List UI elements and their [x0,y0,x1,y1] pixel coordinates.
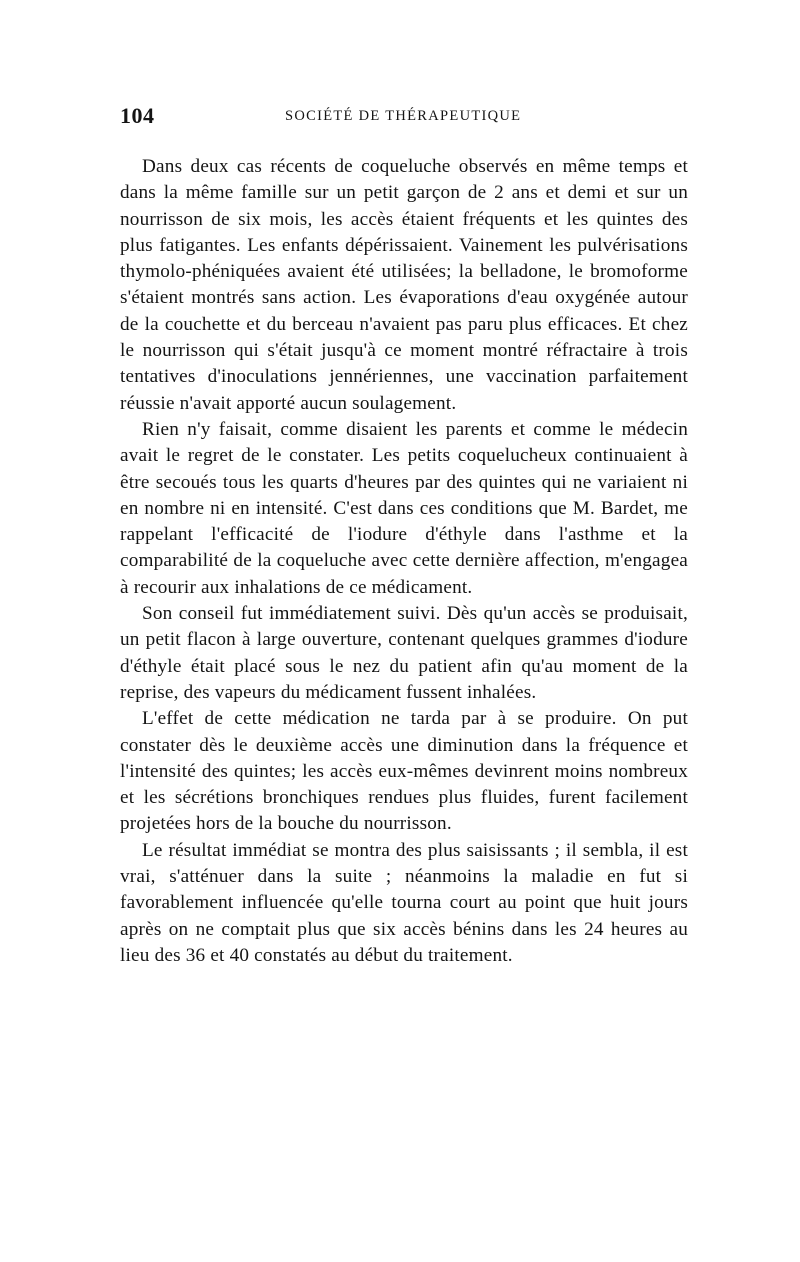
paragraph: Le résultat immédiat se montra des plus saisissants ; il sembla, il est vrai, s'atténuer dans la suite ; néanmoins la maladie en fut si favorablement influencée qu'elle tourna court au point que huit jours après on ne comptait plus que six accès bénins dans les 24 heures au lieu des 36 et 40 constatés au début du traitement. [120,839,688,966]
paragraph: L'effet de cette médication ne tarda par à se produire. On put constater dès le deuxième accès une diminution dans la fréquence et l'intensité des quintes; les accès eux-mêmes devinrent moins nombreux et les sécrétions bronchiques rendues plus fluides, furent facilement projetées hors de la bouche du nourrisson. [120,708,688,835]
paragraph: Dans deux cas récents de coqueluche observés en même temps et dans la même famille sur un petit garçon de 2 ans et demi et sur un nourrisson de six mois, les accès étaient fréquents et les quintes des plus fatigantes. Les enfants dépérissaient. Vainement les pulvérisations thymolo-phéniquées avaient été utilisées; la belladone, le bromoforme s'étaient montrés sans action. Les évaporations d'eau oxygénée autour de la couchette et du berceau n'avaient pas paru plus efficaces. Et chez le nourrisson qui s'était jusqu'à ce moment montré réfractaire à trois tentatives d'inoculations jennériennes, une vaccination parfaitement réussie n'avait apporté aucun soulagement. [120,156,688,414]
page-number: 104 [120,103,155,128]
paragraph: Son conseil fut immédiatement suivi. Dès qu'un accès se produisait, un petit flacon à large ouverture, contenant quelques grammes d'iodure d'éthyle était placé sous le nez du patient afin qu'au moment de la reprise, des vapeurs du médicament fussent inhalées. [120,603,688,703]
body-text [120,154,688,969]
paragraph: Rien n'y faisait, comme disaient les parents et comme le médecin avait le regret de le constater. Les petits coquelucheux continuaient à être secoués tous les quarts d'heures par des quintes qui ne variaient ni en nombre ni en intensité. C'est dans ces conditions que M. Bardet, me rappelant l'efficacité de l'iodure d'éthyle dans l'asthme et la comparabilité de la coqueluche avec cette dernière affection, m'engagea à recourir aux inhalations de ce médicament. [120,418,688,598]
running-title: SOCIÉTÉ DE THÉRAPEUTIQUE [285,108,522,124]
page-header [120,103,690,133]
